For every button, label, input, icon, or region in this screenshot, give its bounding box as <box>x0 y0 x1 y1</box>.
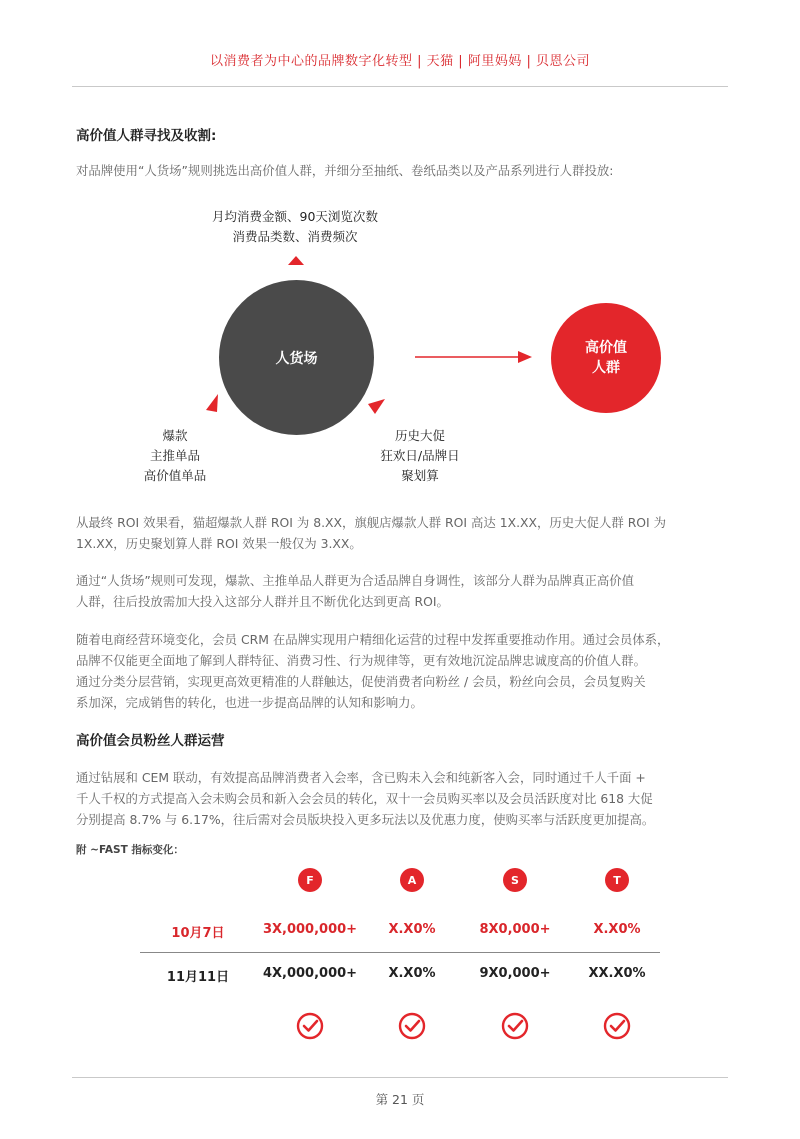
text-line: 人群，往后投放需加大投入这部分人群并且不断优化达到更高 ROI。 <box>76 594 449 609</box>
target-label-line: 高价值 <box>585 340 627 356</box>
left-label-line: 爆款 <box>162 428 188 443</box>
roi-paragraph <box>76 512 726 554</box>
table-row-date: 10月7日 <box>171 926 225 941</box>
top-label-line: 月均消费金额、90天浏览次数 <box>212 209 378 224</box>
diagram-right-label <box>360 426 480 486</box>
table-cell: 9X0,000+ <box>479 966 551 981</box>
table-cell: X.X0% <box>593 922 641 937</box>
check-circle-icon <box>602 1011 632 1041</box>
left-label-line: 高价值单品 <box>143 468 207 483</box>
check-circle-icon <box>500 1011 530 1041</box>
section-intro: 对品牌使用“人货场”规则挑选出高价值人群，并细分至抽纸、卷纸品类以及产品系列进行人群投放: <box>76 163 614 178</box>
left-label-line: 主推单品 <box>149 448 200 463</box>
text-line: 千人千权的方式提高入会未购会员和新入会会员的转化，双十一会员购买率以及会员活跃度对比 618 大促 <box>76 791 653 806</box>
metric-badge-f: F <box>298 868 322 892</box>
diagram-left-label <box>125 426 225 486</box>
metric-badge-t: T <box>605 868 629 892</box>
table-cell: X.X0% <box>388 966 436 981</box>
page-number: 第 21 页 <box>375 1092 425 1107</box>
text-line: 分别提高 8.7% 与 6.17%，往后需对会员版块投入更多玩法以及优惠力度，使购买率与活跃度更加提高。 <box>76 812 655 827</box>
rule-finding-paragraph <box>76 570 726 612</box>
center-label: 人货场 <box>275 350 318 367</box>
footer-divider <box>72 1077 728 1078</box>
report-title: 以消费者为中心的品牌数字化转型 | 天猫 | 阿里妈妈 | 贝恩公司 <box>210 54 590 69</box>
people-goods-place-circle <box>219 280 374 435</box>
table-cell: X.X0% <box>388 922 436 937</box>
text-line: 通过分类分层营销，实现更高效更精准的人群触达，促使消费者向粉丝 / 会员，粉丝向会员，会员复购关 <box>76 674 646 689</box>
right-arrow-marker <box>368 399 385 414</box>
metric-badge-s: S <box>503 868 527 892</box>
text-line: 系加深，完成销售的转化，也进一步提高品牌的认知和影响力。 <box>76 695 423 710</box>
table-cell: 4X,000,000+ <box>262 966 358 981</box>
text-line: 通过“人货场”规则可发现，爆款、主推单品人群更为合适品牌自身调性，该部分人群为品牌真正高价值 <box>76 573 635 588</box>
text-line: 通过钻展和 CEM 联动，有效提高品牌消费者入会率，含已购未入会和纯新客入会，同时通过千人千面 + <box>76 770 646 785</box>
check-circle-icon <box>295 1011 325 1041</box>
text-line: 品牌不仅能更全面地了解到人群特征、消费习性、行为规律等，更有效地沉淀品牌忠诚度高的价值人群。 <box>76 653 646 668</box>
table-caption: 附 ~FAST 指标变化： <box>76 844 184 856</box>
check-circle-icon <box>397 1011 427 1041</box>
text-line: 1X.XX，历史聚划算人群 ROI 效果一般仅为 3.XX。 <box>76 536 362 551</box>
top-label-line: 消费品类数、消费频次 <box>232 229 358 244</box>
crm-paragraph <box>76 629 726 713</box>
right-label-line: 狂欢日/品牌日 <box>380 448 460 463</box>
right-label-line: 历史大促 <box>394 428 445 443</box>
section-heading-high-value: 高价值人群寻找及收割: <box>76 128 217 144</box>
left-arrow-marker <box>206 394 218 412</box>
table-cell: 8X0,000+ <box>479 922 551 937</box>
text-line: 从最终 ROI 效果看，猫超爆款人群 ROI 为 8.XX，旗舰店爆款人群 ROI 高达 1X.XX，历史大促人群 ROI 为 <box>76 515 667 530</box>
target-label-line: 人群 <box>592 360 620 376</box>
top-arrow-marker <box>288 256 304 265</box>
section-heading-member-ops: 高价值会员粉丝人群运营 <box>76 733 225 749</box>
table-row-date: 11月11日 <box>166 970 230 985</box>
text-line: 随着电商经营环境变化，会员 CRM 在品牌实现用户精细化运营的过程中发挥重要推动作用。通过会员体系， <box>76 632 670 647</box>
high-value-group-circle <box>551 303 661 413</box>
metric-badge-a: A <box>400 868 424 892</box>
table-cell: 3X,000,000+ <box>262 922 358 937</box>
connector-arrowhead <box>518 351 532 363</box>
table-cell: XX.X0% <box>588 966 646 981</box>
right-label-line: 聚划算 <box>401 468 439 483</box>
table-divider <box>140 952 660 953</box>
member-ops-paragraph <box>76 767 726 830</box>
